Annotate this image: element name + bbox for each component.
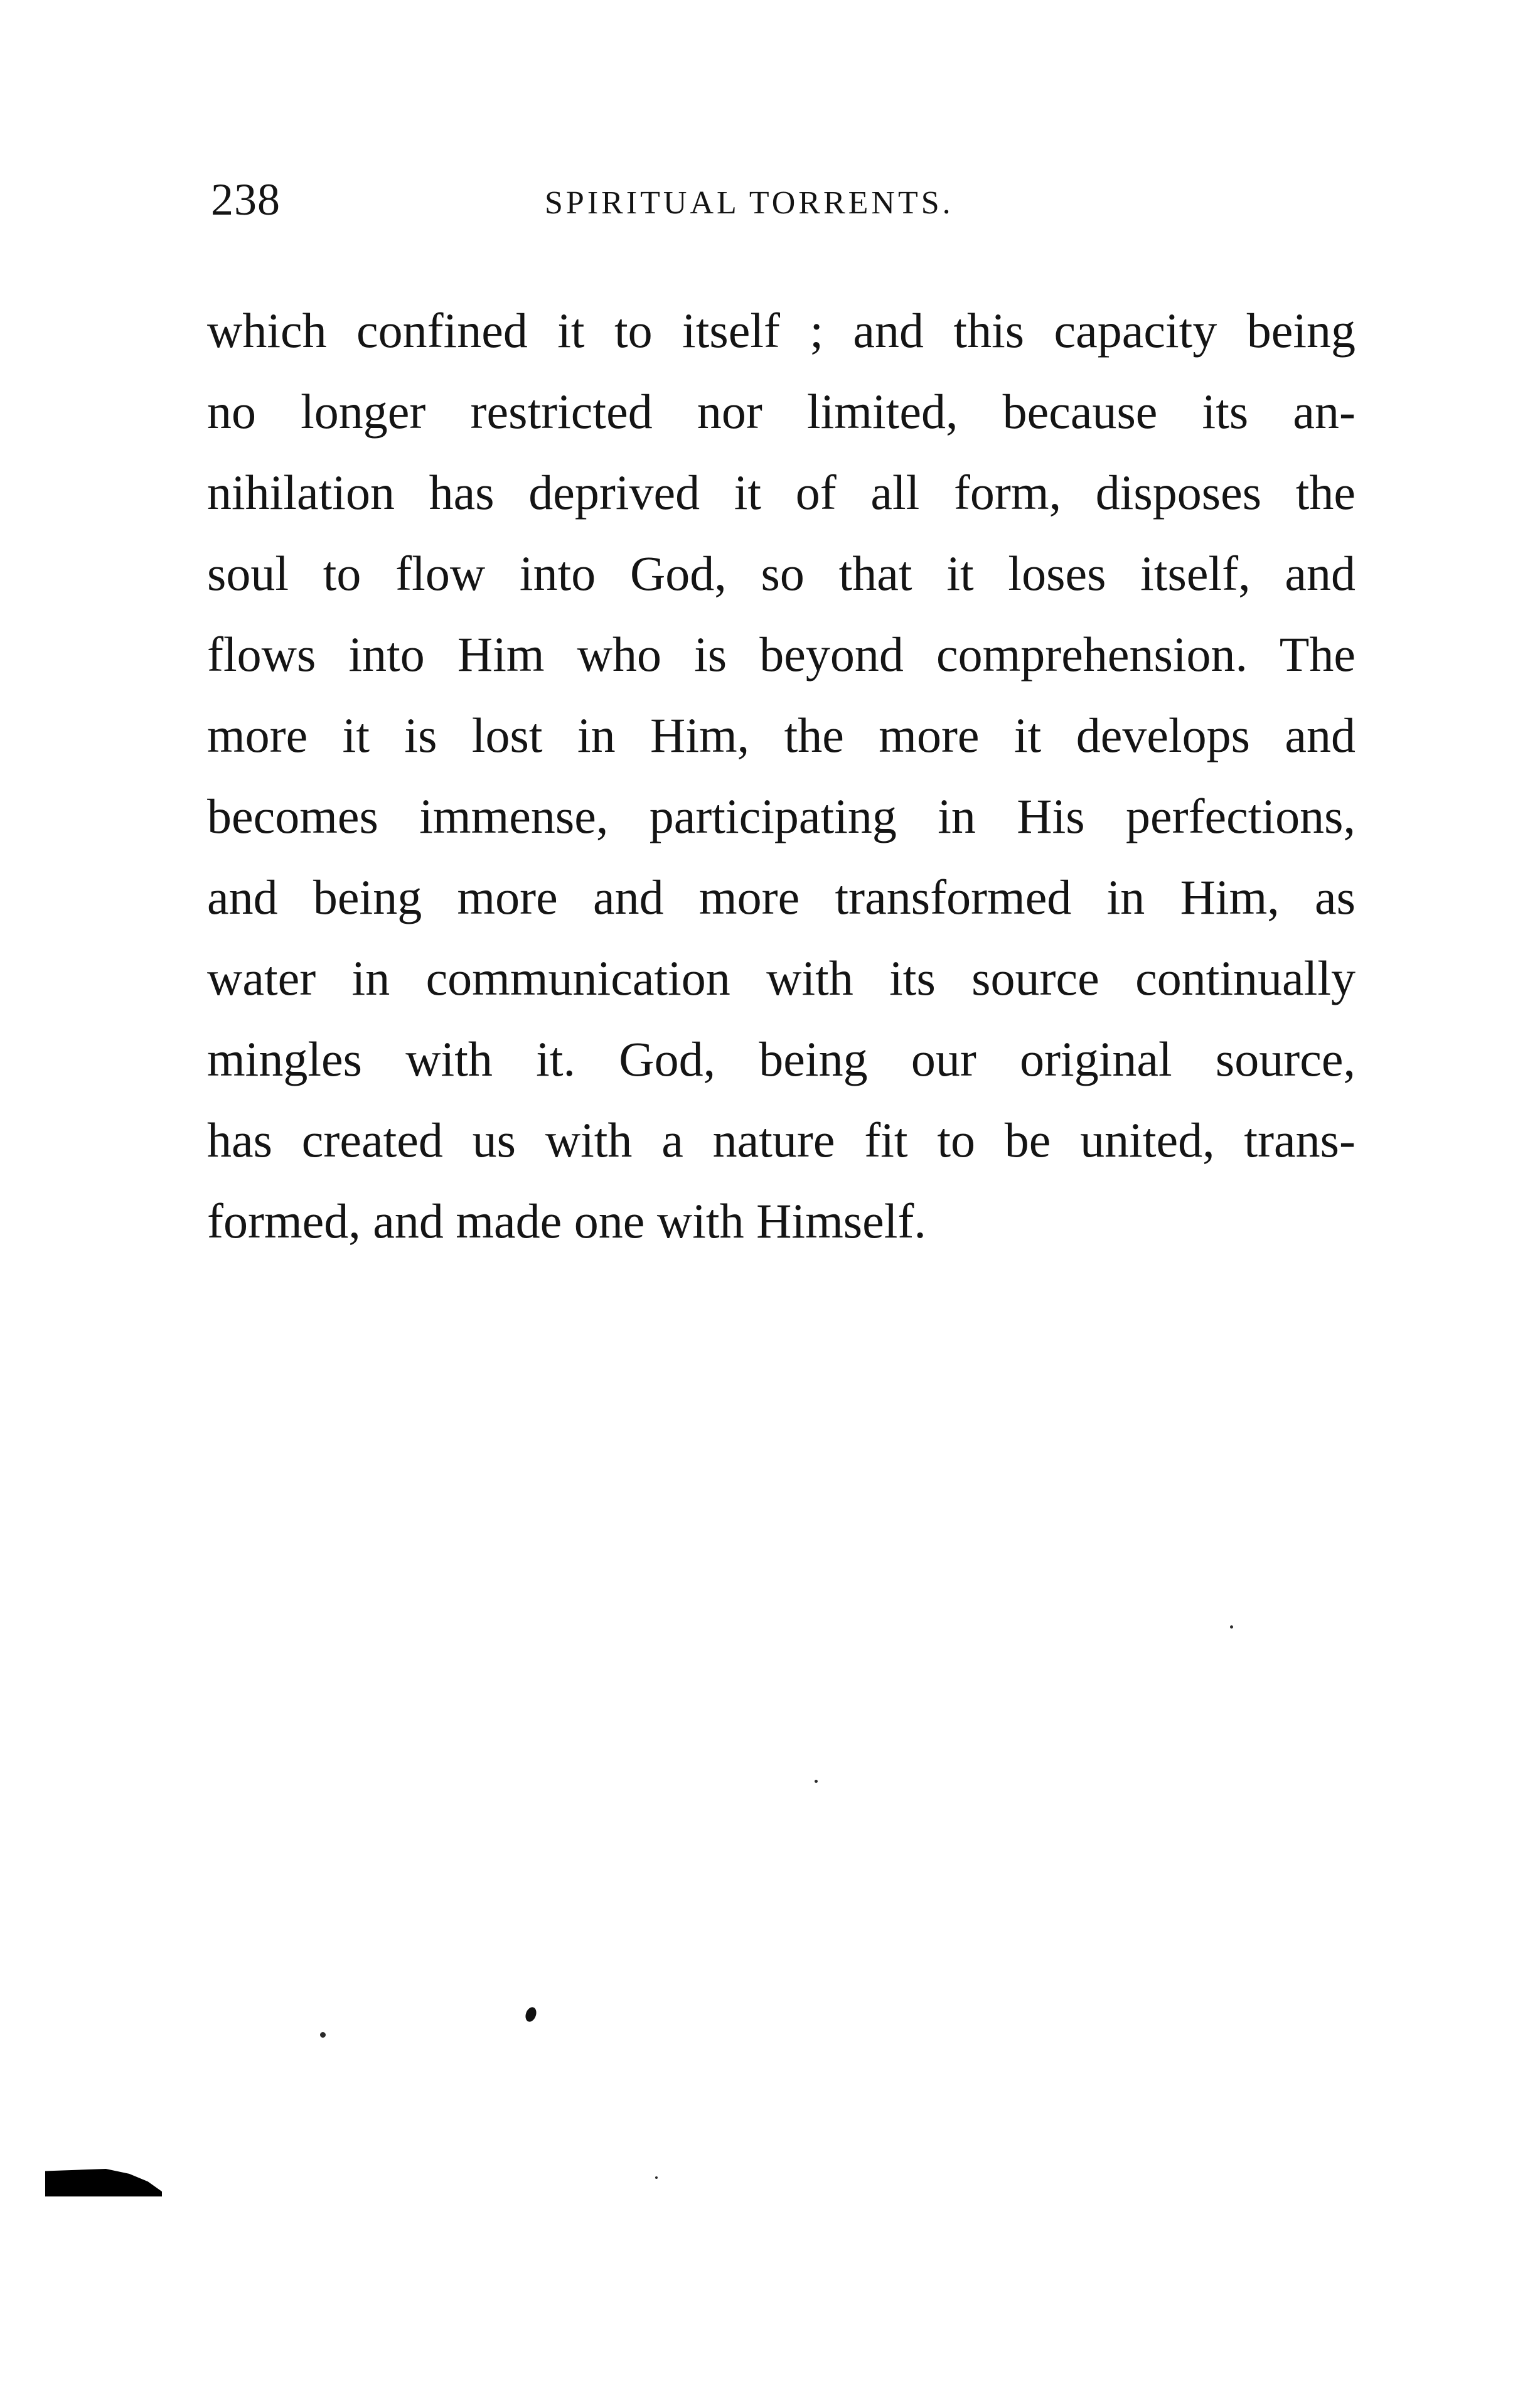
ink-speck bbox=[320, 2032, 326, 2038]
text-line-7: becomes immense, participating in His perfections, bbox=[207, 789, 1356, 843]
text-line-5: flows into Him who is beyond comprehension. The bbox=[207, 627, 1356, 682]
text-line-4: soul to flow into God, so that it loses itself, and bbox=[207, 546, 1356, 601]
text-line-6: more it is lost in Him, the more it develops and bbox=[207, 708, 1356, 762]
text-line-11: has created us with a nature fit to be united, trans- bbox=[207, 1113, 1356, 1167]
text-line-12: formed, and made one with Himself. bbox=[207, 1194, 926, 1248]
text-line-2: no longer restricted nor limited, because its an- bbox=[207, 384, 1356, 439]
body-paragraph bbox=[207, 290, 1356, 1261]
text-line-8: and being more and more transformed in Him, as bbox=[207, 870, 1356, 924]
scan-edge-mark bbox=[45, 2169, 162, 2196]
running-title: SPIRITUAL TORRENTS. bbox=[545, 185, 954, 221]
text-line-9: water in communication with its source continually bbox=[207, 951, 1356, 1005]
text-line-1: which confined it to itself ; and this capacity being bbox=[207, 303, 1356, 358]
text-line-10: mingles with it. God, being our original source, bbox=[207, 1032, 1356, 1086]
text-line-3: nihilation has deprived it of all form, disposes the bbox=[207, 465, 1356, 520]
ink-speck bbox=[815, 1780, 818, 1783]
ink-speck bbox=[655, 2176, 658, 2179]
ink-blot bbox=[523, 2006, 538, 2023]
page-number: 238 bbox=[211, 174, 281, 225]
ink-speck bbox=[1230, 1625, 1233, 1629]
